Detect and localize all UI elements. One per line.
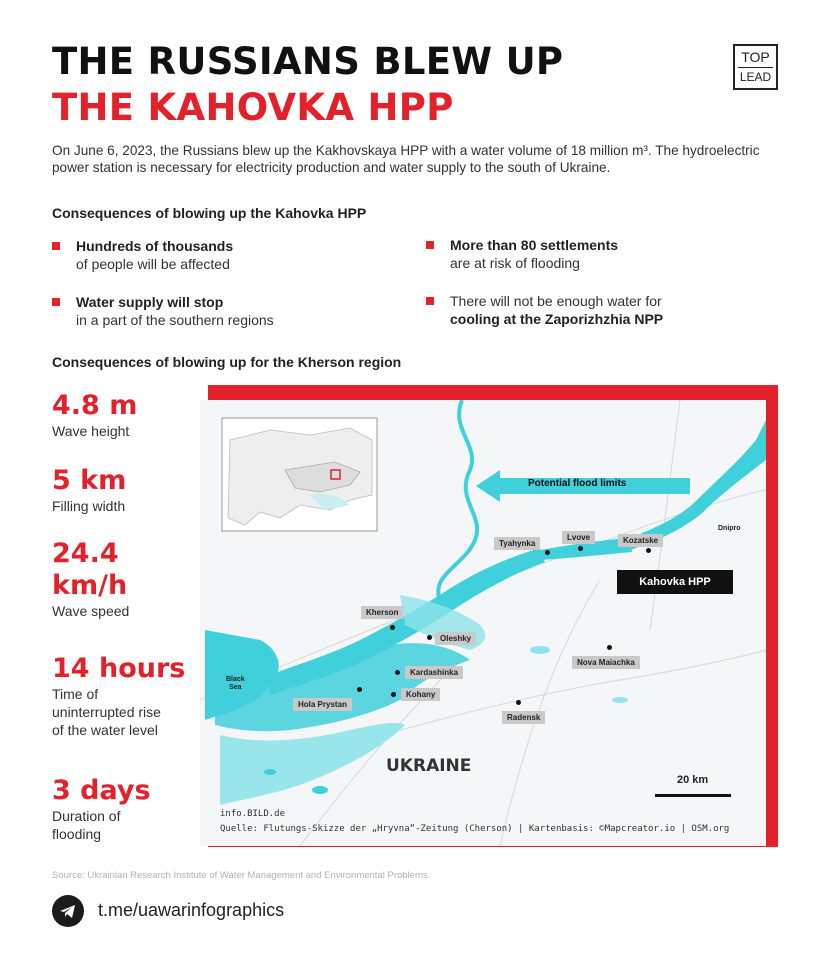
place-label-radensk: Radensk <box>502 711 545 724</box>
sea-label-line-2: Sea <box>229 684 242 691</box>
place-label-kozatske: Kozatske <box>618 534 663 547</box>
place-dot <box>516 700 521 705</box>
stat-label: of the water level <box>52 722 158 738</box>
consequence-item <box>450 292 663 328</box>
consequence-item <box>450 236 618 272</box>
consequence-normal: are at risk of flooding <box>450 255 580 271</box>
place-dot <box>578 546 583 551</box>
place-label-nova-maiachka: Nova Maiachka <box>572 656 640 669</box>
consequence-item <box>76 293 274 329</box>
stat-label: Time of <box>52 686 99 702</box>
stat-label: Wave height <box>52 423 130 439</box>
consequence-strong: cooling at the Zaporizhzhia NPP <box>450 311 664 327</box>
flood-limits-label: Potential flood limits <box>528 478 627 489</box>
stat-label: flooding <box>52 826 102 842</box>
place-label-oleshky: Oleshky <box>435 632 476 645</box>
intro-paragraph: On June 6, 2023, the Russians blew up the Kakhovskaya HPP with a water volume of 18 million m³. The hydroelectric power station is necessary for electricity production and water supply to the south of Ukraine. <box>52 143 760 175</box>
stat-label: Duration of <box>52 808 121 824</box>
place-dot <box>357 687 362 692</box>
red-square-icon <box>426 241 434 249</box>
consequence-normal: in a part of the southern regions <box>76 312 274 328</box>
place-label-tyahynka: Tyahynka <box>494 537 540 550</box>
country-label: UKRAINE <box>386 756 472 776</box>
logo-bottom-text: LEAD <box>739 70 772 84</box>
stat-value-unit: km/h <box>52 570 128 601</box>
place-label-kohany: Kohany <box>401 688 440 701</box>
stat-rise-time <box>52 653 185 739</box>
stat-value: 3 days <box>52 775 151 806</box>
red-square-icon <box>52 242 60 250</box>
title-line-2: THE KAHOVKA HPP <box>52 86 454 129</box>
place-dot <box>390 625 395 630</box>
place-dot <box>545 550 550 555</box>
consequence-normal: There will not be enough water for <box>450 293 662 309</box>
map-credit-2: Quelle: Flutungs-Skizze der „Hryvna“-Zeitung (Cherson) | Kartenbasis: ©Mapcreator.io | OSM.org <box>220 824 730 834</box>
kahovka-hpp-label: Kahovka HPP <box>617 570 733 594</box>
place-label-lvove: Lvove <box>562 531 595 544</box>
kherson-title: Consequences of blowing up for the Kherson region <box>52 354 402 370</box>
stat-flood-duration <box>52 775 151 843</box>
title-line-1: THE RUSSIANS BLEW UP <box>52 40 564 83</box>
place-label-kherson: Kherson <box>361 606 403 619</box>
flood-map <box>200 400 766 846</box>
consequence-strong: More than 80 settlements <box>450 237 619 253</box>
source-note: Source: Ukrainian Research Institute of Water Management and Environmental Problems. <box>52 870 431 881</box>
stat-label: uninterrupted rise <box>52 704 161 720</box>
consequence-strong: Water supply will stop <box>76 294 224 310</box>
consequence-item <box>76 237 233 273</box>
stat-label: Filling width <box>52 498 126 514</box>
consequence-normal: of people will be affected <box>76 256 230 272</box>
place-dot <box>395 670 400 675</box>
place-label-kardashinka: Kardashinka <box>405 666 463 679</box>
stat-label: Wave speed <box>52 603 130 619</box>
consequences-title: Consequences of blowing up the Kahovka HPP <box>52 205 367 221</box>
stat-wave-speed <box>52 538 129 620</box>
red-square-icon <box>52 298 60 306</box>
sea-label-line-1: Black <box>226 676 245 683</box>
logo-top-text: TOP <box>741 49 770 65</box>
stat-value: 5 km <box>52 465 127 496</box>
map-credit-1: info.BILD.de <box>220 809 286 819</box>
place-dot <box>607 645 612 650</box>
place-dot <box>391 692 396 697</box>
stat-value: 4.8 m <box>52 390 138 421</box>
red-square-icon <box>426 297 434 305</box>
consequence-strong: Hundreds of thousands <box>76 238 234 254</box>
stat-wave-height <box>52 390 137 440</box>
logo-divider <box>738 67 773 68</box>
stat-value: 14 hours <box>52 653 186 684</box>
black-sea-label <box>226 676 245 692</box>
place-label-hola-prystan: Hola Prystan <box>293 698 352 711</box>
stat-filling-width <box>52 465 126 515</box>
scale-label: 20 km <box>677 774 709 786</box>
place-dot <box>427 635 432 640</box>
place-dot <box>646 548 651 553</box>
telegram-icon[interactable] <box>52 895 84 927</box>
top-lead-logo <box>733 44 778 90</box>
scale-bar <box>655 794 731 797</box>
stat-value: 24.4 <box>52 538 119 569</box>
dnipro-label: Dnipro <box>718 525 741 532</box>
telegram-link[interactable]: t.me/uawarinfographics <box>98 900 285 920</box>
